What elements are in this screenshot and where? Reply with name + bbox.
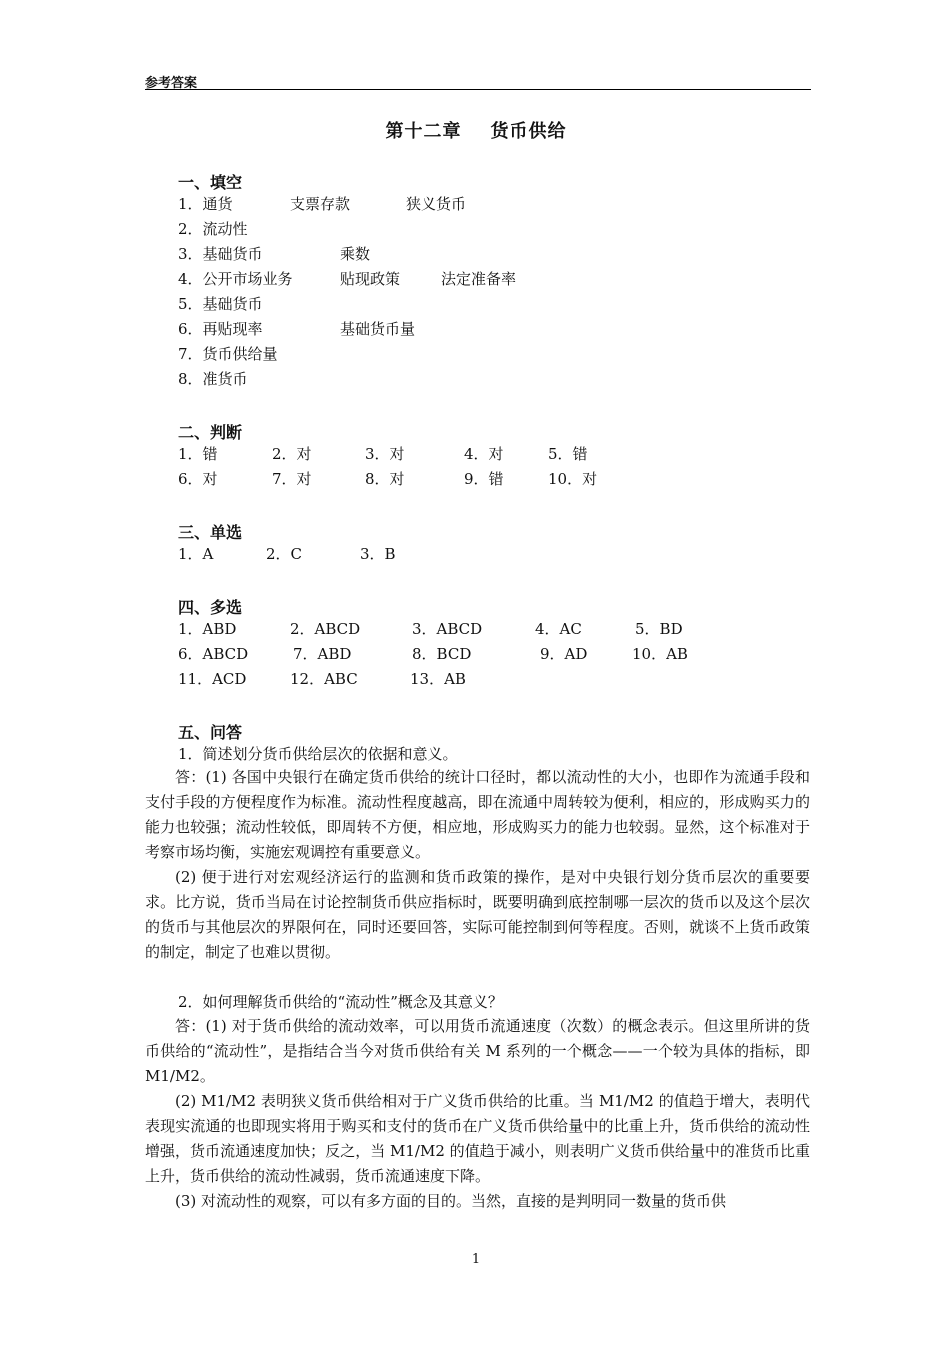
- question-2: 2．如何理解货币供给的“流动性”概念及其意义？: [178, 993, 503, 1011]
- judge-item: 3．对: [365, 445, 405, 463]
- judge-item: 9．错: [464, 470, 504, 488]
- judge-item: 2．对: [272, 445, 312, 463]
- section-qa-title: 五、问答: [178, 723, 243, 742]
- fill-item: 法定准备率: [441, 270, 517, 288]
- fill-item: 基础货币量: [340, 320, 416, 338]
- judge-item: 1．错: [178, 445, 218, 463]
- judge-item: 5．错: [548, 445, 588, 463]
- answer-2-part-3: (3) 对流动性的观察，可以有多方面的目的。当然，直接的是判明同一数量的货币供: [175, 1192, 727, 1210]
- page-number: 1: [471, 1252, 481, 1267]
- fill-item: 6．再贴现率: [178, 320, 263, 338]
- fill-item: 4．公开市场业务: [178, 270, 293, 288]
- header-rule: [145, 89, 811, 90]
- chapter-title: [0, 117, 952, 143]
- answer-1-part-1: 答：(1) 各国中央银行在确定货币供给的统计口径时，都以流动性的大小，也即作为流通手段和支付手段的方便程度作为标准。流动性程度越高，即在流通中周转较为便利，相应的，形成购买力的能力也较强；流动性较低，即周转不方便，相应地，形成购买力的能力也较弱。显然，这个标准对于考察市场均衡，实施宏观调控有重要意义。: [145, 768, 810, 861]
- multi-choice-item: 9．AD: [540, 645, 588, 663]
- fill-item: 1．通货: [178, 195, 233, 213]
- running-header: 参考答案: [145, 76, 198, 91]
- fill-item: 8．准货币: [178, 370, 248, 388]
- multi-choice-item: 2．ABCD: [290, 620, 361, 638]
- multi-choice-item: 7．ABD: [293, 645, 352, 663]
- multi-choice-item: 11．ACD: [178, 670, 247, 688]
- multi-choice-item: 12．ABC: [290, 670, 358, 688]
- fill-item: 2．流动性: [178, 220, 248, 238]
- judge-item: 7．对: [272, 470, 312, 488]
- answer-2: [145, 1014, 810, 1214]
- section-multi-choice-title: 四、多选: [178, 598, 243, 617]
- single-choice-item: 3．B: [360, 545, 396, 563]
- fill-item: 7．货币供给量: [178, 345, 278, 363]
- multi-choice-item: 5．BD: [635, 620, 683, 638]
- chapter-name: 货币供给: [490, 121, 567, 142]
- fill-item: 5．基础货币: [178, 295, 263, 313]
- single-choice-item: 1．A: [178, 545, 214, 563]
- judge-item: 6．对: [178, 470, 218, 488]
- multi-choice-item: 10．AB: [632, 645, 688, 663]
- multi-choice-item: 3．ABCD: [412, 620, 483, 638]
- judge-item: 4．对: [464, 445, 504, 463]
- judge-item: 8．对: [365, 470, 405, 488]
- multi-choice-item: 4．AC: [535, 620, 582, 638]
- answer-2-part-1: 答：(1) 对于货币供给的流动效率，可以用货币流通速度（次数）的概念表示。但这里所讲的货币供给的“流动性”，是指结合当今对货币供给有关 M 系列的一个概念——一个较为具体的指标，即 M1/M2。: [145, 1017, 810, 1085]
- multi-choice-item: 6．ABCD: [178, 645, 249, 663]
- answer-1-part-2: (2) 便于进行对宏观经济运行的监测和货币政策的操作，是对中央银行划分货币层次的重要要求。比方说，货币当局在讨论控制货币供应指标时，既要明确到底控制哪一层次的货币以及这个层次的货币与其他层次的界限何在，同时还要回答，实际可能控制到何等程度。否则，就谈不上货币政策的制定，制定了也难以贯彻。: [145, 868, 810, 961]
- single-choice-item: 2．C: [266, 545, 303, 563]
- fill-item: 支票存款: [290, 195, 351, 213]
- fill-item: 狭义货币: [406, 195, 467, 213]
- section-judge-title: 二、判断: [178, 423, 243, 442]
- answer-1: [145, 765, 810, 965]
- fill-item: 乘数: [340, 245, 371, 263]
- chapter-number: 第十二章: [385, 121, 462, 142]
- answer-2-part-2: (2) M1/M2 表明狭义货币供给相对于广义货币供给的比重。当 M1/M2 的值趋于增大，表明代表现实流通的也即现实将用于购买和支付的货币在广义货币供给量中的比重上升，货币供给的流动性增强，货币流通速度加快；反之，当 M1/M2 的值趋于减小，则表明广义货币供给量中的准货币比重上升，货币供给的流动性减弱，货币流通速度下降。: [145, 1092, 810, 1185]
- section-single-choice-title: 三、单选: [178, 523, 243, 542]
- multi-choice-item: 8．BCD: [412, 645, 472, 663]
- question-1: 1．简述划分货币供给层次的依据和意义。: [178, 745, 458, 763]
- section-fill-blank-title: 一、填空: [178, 173, 243, 192]
- multi-choice-item: 1．ABD: [178, 620, 237, 638]
- fill-item: 贴现政策: [340, 270, 401, 288]
- fill-item: 3．基础货币: [178, 245, 263, 263]
- judge-item: 10．对: [548, 470, 598, 488]
- multi-choice-item: 13．AB: [410, 670, 466, 688]
